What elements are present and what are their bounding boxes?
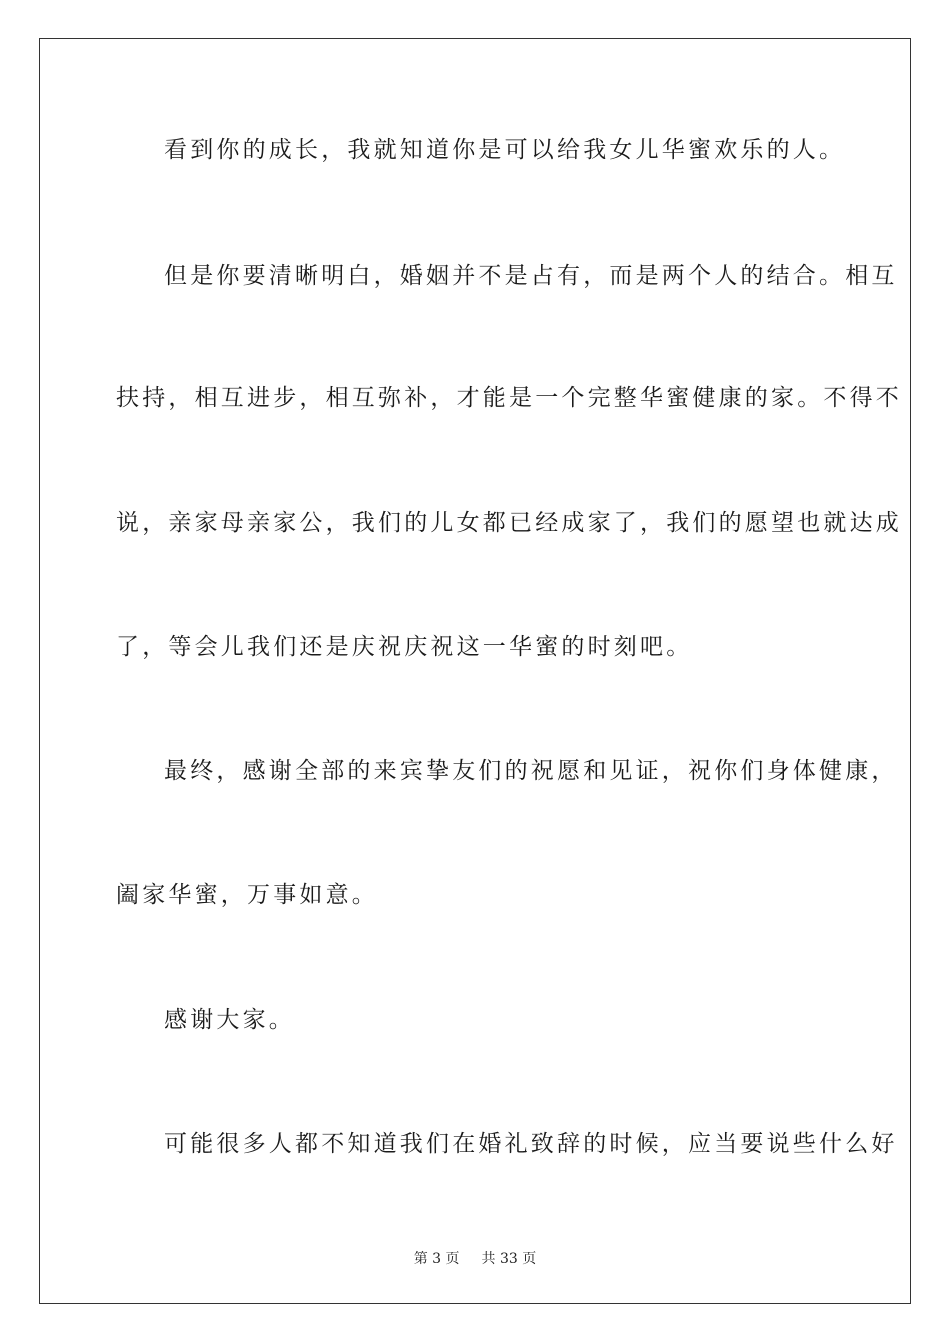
text-line: 说，亲家母亲家公，我们的儿女都已经成家了，我们的愿望也就达成 xyxy=(116,510,902,536)
text-line: 了，等会儿我们还是庆祝庆祝这一华蜜的时刻吧。 xyxy=(116,634,693,660)
text-line: 扶持，相互进步，相互弥补，才能是一个完整华蜜健康的家。不得不 xyxy=(116,385,902,411)
page-total: 共 33 页 xyxy=(481,1251,537,1267)
text-line: 但是你要清晰明白，婚姻并不是占有，而是两个人的结合。相互 xyxy=(164,263,898,289)
text-line: 感谢大家。 xyxy=(164,1007,295,1033)
text-line: 看到你的成长，我就知道你是可以给我女儿华蜜欢乐的人。 xyxy=(164,137,846,163)
text-line: 阖家华蜜，万事如意。 xyxy=(116,882,378,908)
text-line: 最终，感谢全部的来宾挚友们的祝愿和见证，祝你们身体健康， xyxy=(164,758,898,784)
page-footer xyxy=(0,1248,950,1268)
page-frame xyxy=(39,38,911,1304)
page-number: 第 3 页 xyxy=(413,1251,460,1267)
text-line: 可能很多人都不知道我们在婚礼致辞的时候，应当要说些什么好 xyxy=(164,1131,898,1157)
